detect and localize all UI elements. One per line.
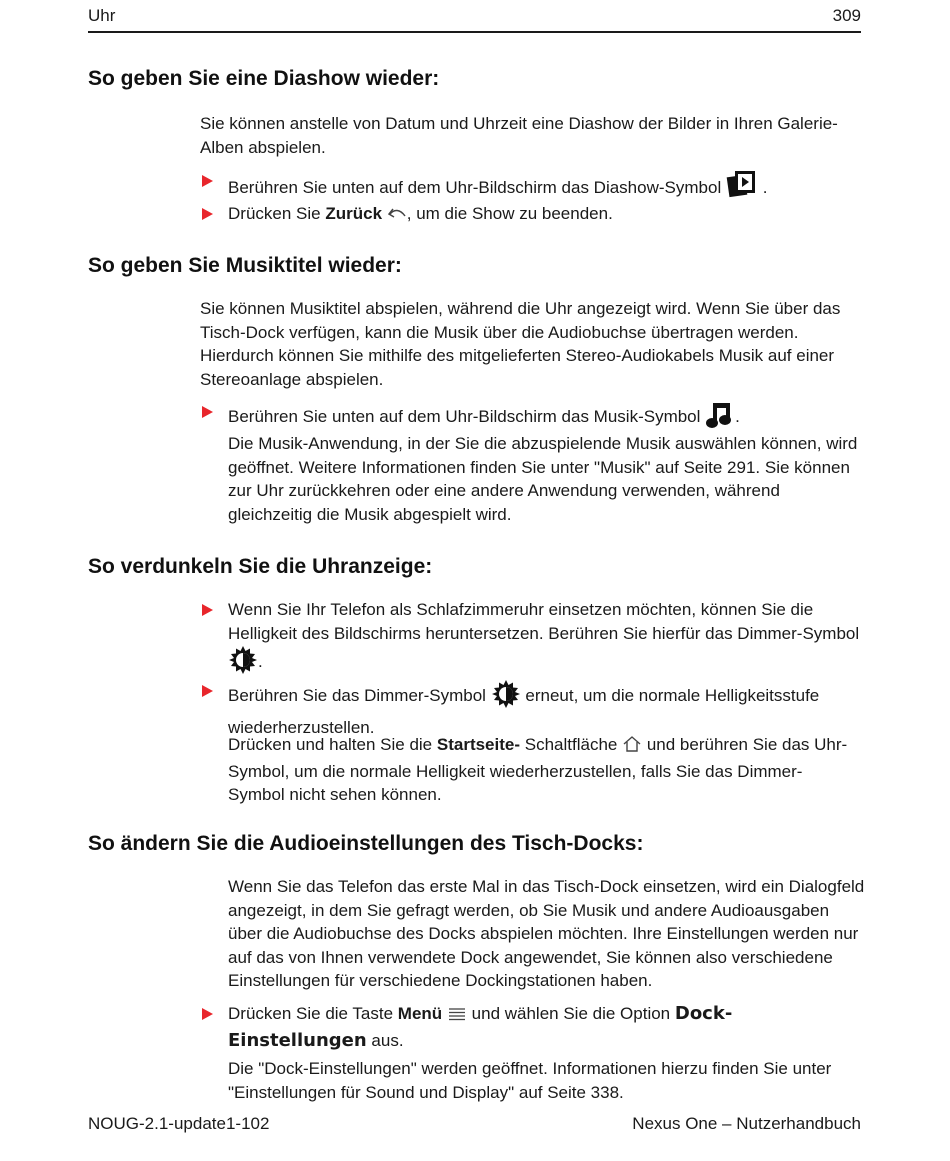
bullet-item: Wenn Sie Ihr Telefon als Schlafzimmeruhr einsetzen möchten, können Sie die Helligkeit des Bildschirms heruntersetzen. Berühren Sie hierfür das Dimmer-Symbol . [200, 598, 860, 670]
bullet-item: Drücken Sie die Taste Menü und wählen Sie die Option Dock-Einstellungen aus. [200, 1002, 860, 1050]
bullet-note-dock-audio: Die "Dock-Einstellungen" werden geöffnet. Informationen hierzu finden Sie unter "Einstellungen für Sound und Display" auf Seite 338. [228, 1059, 832, 1102]
dimmer-icon [491, 679, 521, 716]
section-intro-music: Sie können Musiktitel abspielen, während die Uhr angezeigt wird. Wenn Sie über das Tisch-Dock verfügen, kann die Musik über die Audiobuchse übertragen werden. Hierdurch können Sie mithilfe des mitgelieferten Stereo-Audiokabels Musik auf einer Stereoanlage abspielen. [200, 299, 841, 389]
footer-doc-id: NOUG-2.1-update1-102 [88, 1114, 270, 1133]
button-name-home: Startseite- [436, 735, 521, 754]
bullet-note-dimmer: Drücken und halten Sie die Startseite- Schaltfläche und berühren Sie das Uhr-Symbol, um die normale Helligkeit wiederherzustellen, falls Sie das Dimmer-Symbol nicht sehen können. [228, 735, 848, 804]
bullet-item: Berühren Sie unten auf dem Uhr-Bildschirm das Musik-Symbol . [200, 400, 860, 426]
bullet-marker [202, 685, 213, 697]
bullet-item: Drücken Sie Zurück , um die Show zu beenden. [200, 202, 860, 228]
footer-title: Nexus One – Nutzerhandbuch [632, 1114, 861, 1133]
dimmer-icon [228, 645, 258, 682]
bullet-item: Berühren Sie das Dimmer-Symbol erneut, um die normale Helligkeitsstufe wiederherzustellen. [200, 679, 860, 727]
running-head-section: Uhr [88, 6, 116, 25]
bullet-note-music: Die Musik-Anwendung, in der Sie die abzuspielende Musik auswählen können, wird geöffnet. Weitere Informationen finden Sie unter "Musik" auf Seite 291. Sie können zur Uhr zurückkehren oder eine andere Anwendung verwenden, während gleichzeitig die Musik abgespielt wird. [228, 434, 858, 524]
option-name-dock-settings: Dock-Einstellungen [228, 1003, 733, 1051]
bullet-text: Berühren Sie das Dimmer-Symbol [228, 686, 486, 705]
section-intro-slideshow: Sie können anstelle von Datum und Uhrzeit eine Diashow der Bilder in Ihren Galerie-Alben abspielen. [200, 114, 838, 157]
bullet-text: Drücken Sie die Taste [228, 1004, 394, 1023]
slideshow-icon [726, 169, 758, 206]
section-heading-dock-audio: So ändern Sie die Audioeinstellungen des Tisch-Docks: [88, 832, 644, 855]
page-number: 309 [832, 6, 861, 25]
bullet-text: Berühren Sie unten auf dem Uhr-Bildschirm das Diashow-Symbol [228, 178, 722, 197]
bullet-marker [202, 175, 213, 187]
bullet-marker [202, 604, 213, 616]
bullet-text: Berühren Sie unten auf dem Uhr-Bildschirm das Musik-Symbol [228, 407, 701, 426]
bullet-marker [202, 1008, 213, 1020]
back-arrow-icon [387, 204, 407, 228]
page-header [88, 4, 861, 33]
section-heading-slideshow: So geben Sie eine Diashow wieder: [88, 67, 440, 90]
section-heading-music: So geben Sie Musiktitel wieder: [88, 254, 402, 277]
button-name-back: Zurück [325, 204, 383, 223]
section-heading-dimmer: So verdunkeln Sie die Uhranzeige: [88, 555, 433, 578]
menu-icon [447, 1005, 467, 1029]
home-icon [622, 735, 642, 760]
section-intro-dock-audio: Wenn Sie das Telefon das erste Mal in das Tisch-Dock einsetzen, wird ein Dialogfeld angezeigt, in dem Sie gefragt werden, ob Sie Musik und andere Audioausgaben über die Audiobuchse des Docks abspielen möchten. Ihre Einstellungen werden nur auf das von Ihnen verwendete Dock angewendet, Sie können also verschiedene Einstellungen für verschiedene Dockingstationen haben. [228, 877, 865, 990]
bullet-text: Wenn Sie Ihr Telefon als Schlafzimmeruhr einsetzen möchten, können Sie die Helligkeit des Bildschirms heruntersetzen. Berühren Sie hierfür das Dimmer-Symbol [228, 600, 860, 643]
bullet-marker [202, 208, 213, 220]
bullet-item: Berühren Sie unten auf dem Uhr-Bildschirm das Diashow-Symbol . [200, 169, 860, 195]
bullet-marker [202, 406, 213, 418]
bullet-text: Drücken Sie [228, 204, 321, 223]
button-name-menu: Menü [397, 1004, 443, 1023]
